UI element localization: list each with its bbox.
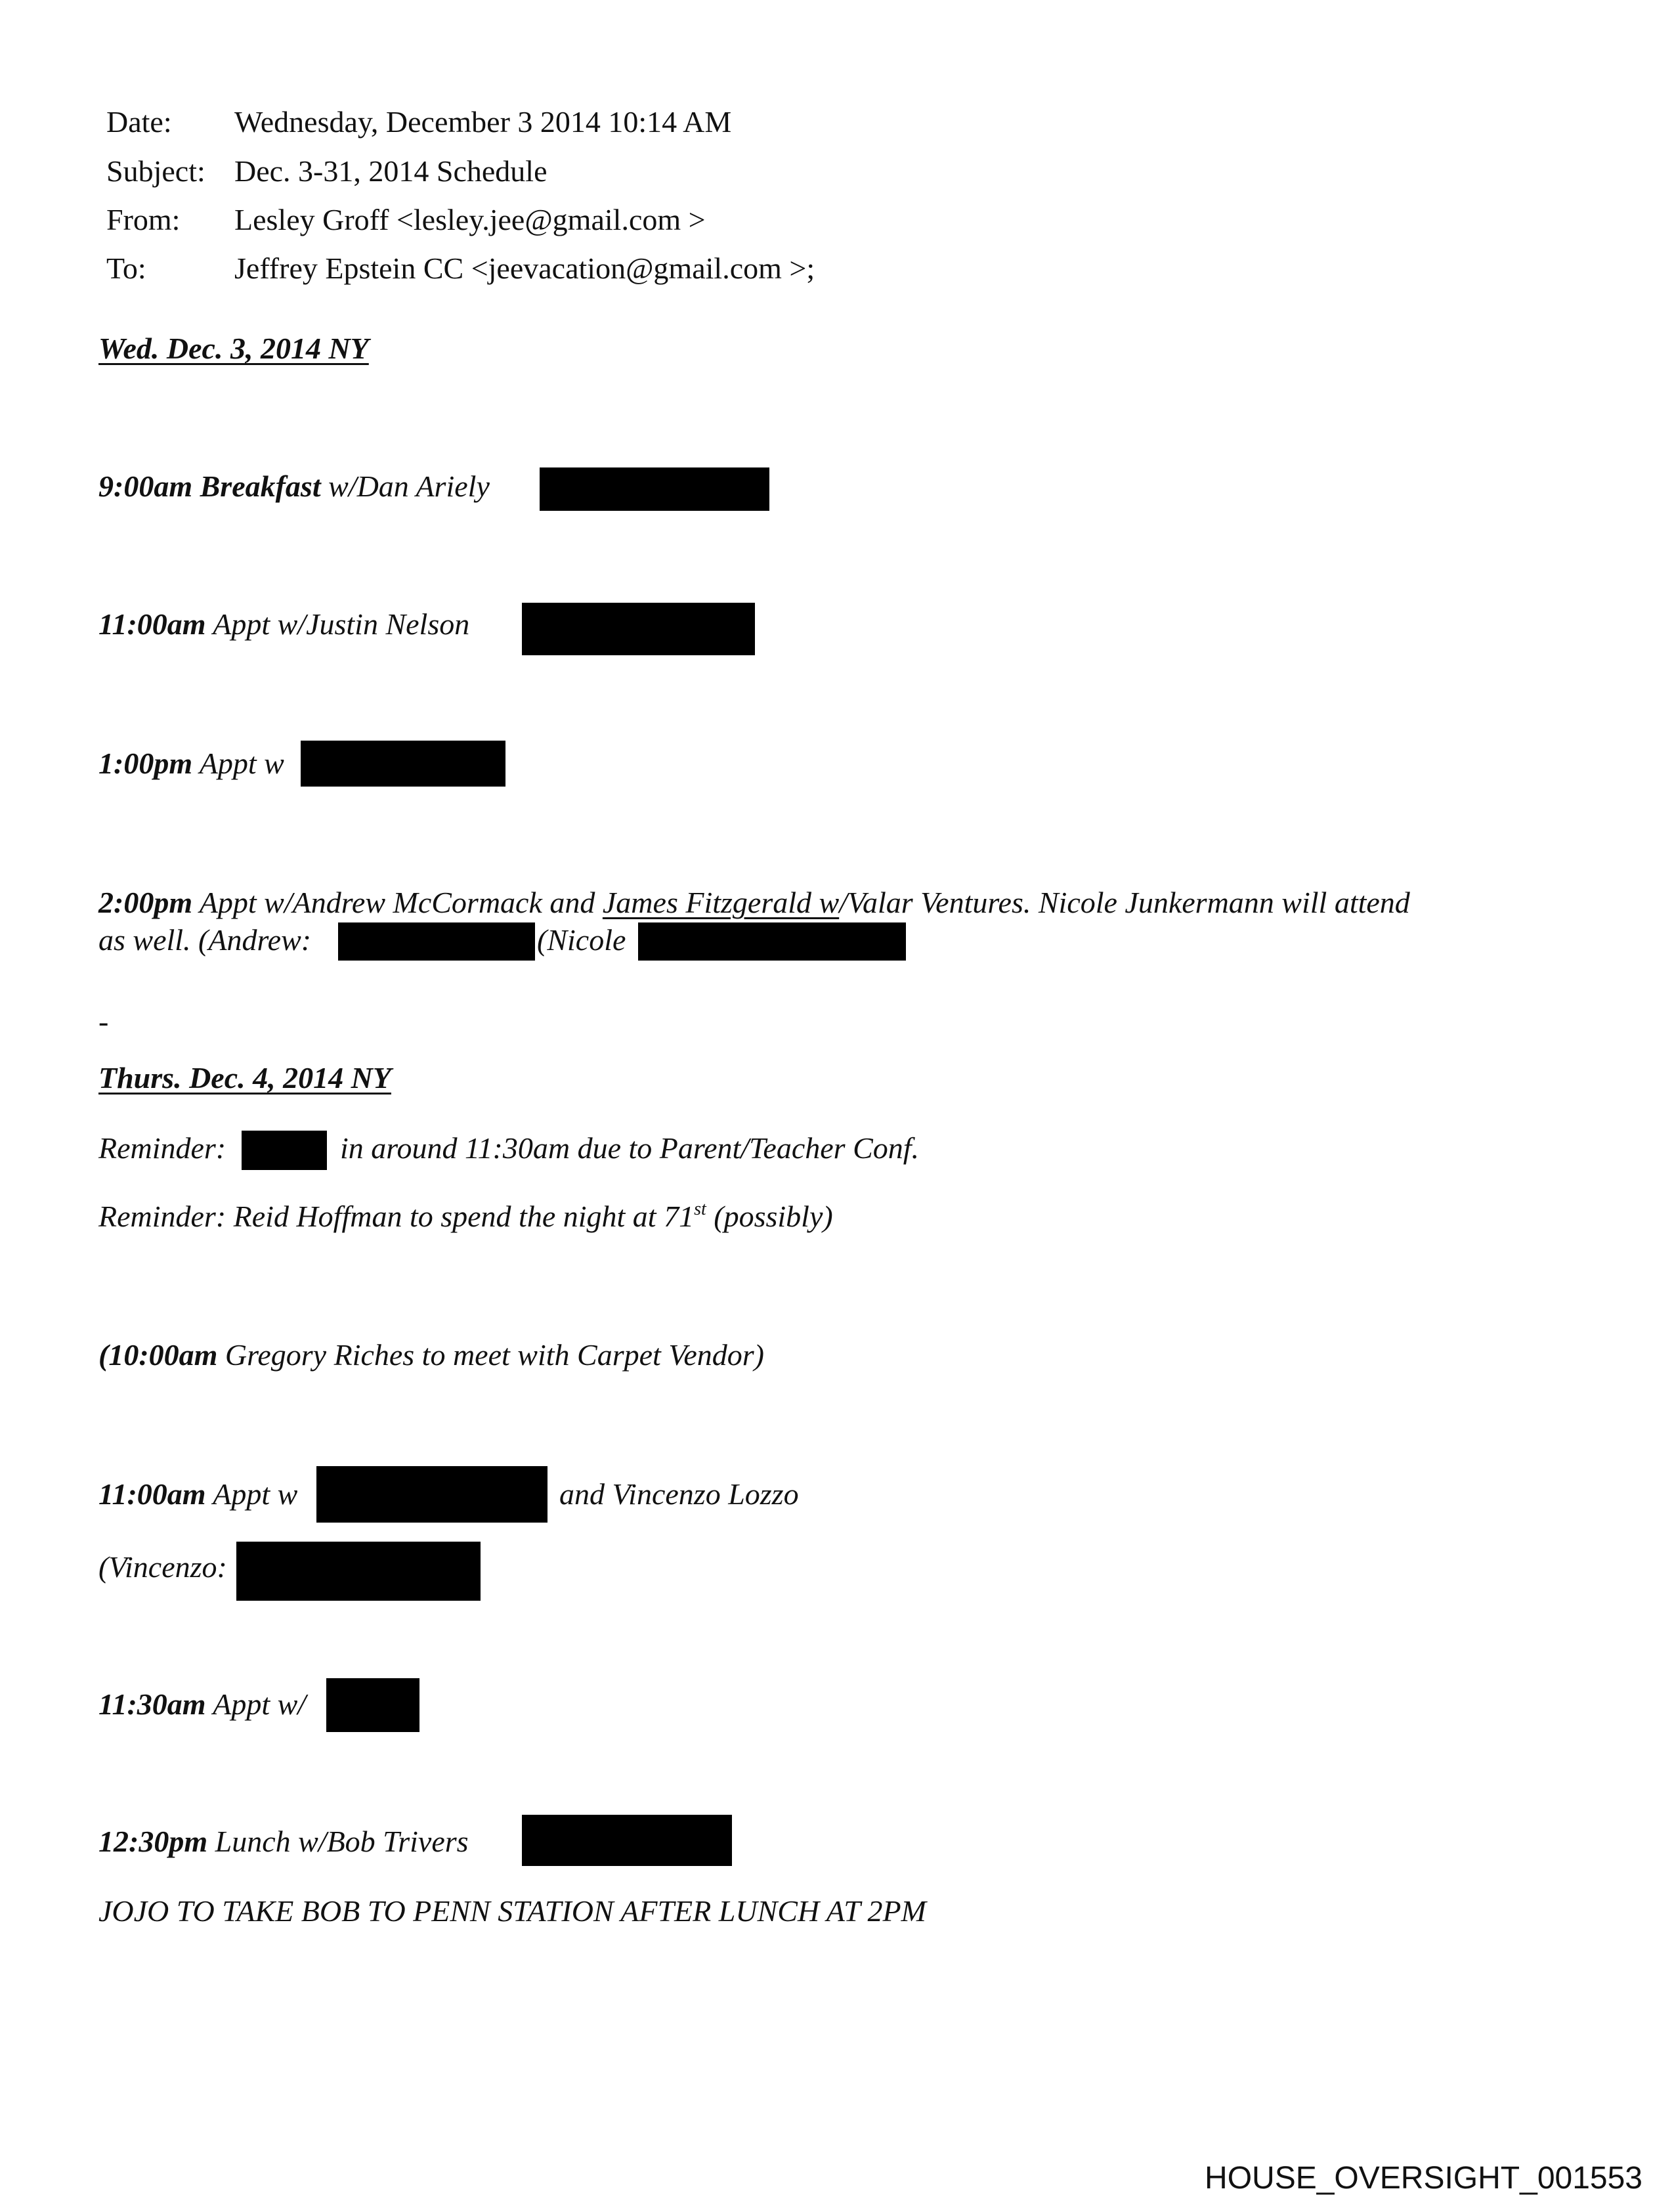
day2-reminder-2 (98, 1199, 833, 1233)
day2-item-11am (98, 1479, 297, 1509)
day2-item-lunch (98, 1827, 469, 1857)
redaction-block (522, 1815, 732, 1866)
header-to-value: Jeffrey Epstein CC <jeevacation@gmail.com >; (234, 251, 815, 285)
header-date-value: Wednesday, December 3 2014 10:14 AM (234, 105, 732, 139)
item-time: 11:00am (98, 607, 206, 641)
reminder-text-end: (possibly) (706, 1200, 833, 1233)
redaction-block (326, 1678, 419, 1732)
header-subject-label: Subject: (106, 154, 205, 188)
day1-item-justin-nelson (98, 609, 469, 640)
item-text: (Vincenzo: (98, 1550, 227, 1584)
bates-stamp: HOUSE_OVERSIGHT_001553 (1205, 2161, 1642, 2196)
day2-note: JOJO TO TAKE BOB TO PENN STATION AFTER LUNCH AT 2PM (98, 1894, 926, 1928)
item-time: 12:30pm (98, 1825, 208, 1858)
day2-item-vincenzo (98, 1552, 227, 1582)
reminder-text: Reminder: Reid Hoffman to spend the night at 71 (98, 1200, 695, 1233)
header-from-label: From: (106, 203, 181, 236)
item-text: /Valar Ventures. Nicole Junkermann will attend (839, 886, 1410, 919)
header-to-label: To: (106, 251, 146, 285)
item-time: 2:00pm (98, 886, 193, 919)
item-time: 11:30am (98, 1687, 206, 1721)
redaction-block (638, 922, 906, 961)
item-text: Lunch w/Bob Trivers (207, 1825, 469, 1858)
item-time: 9:00am (98, 469, 193, 503)
header-from-value: Lesley Groff <lesley.jee@gmail.com > (234, 203, 706, 236)
header-date-row (106, 107, 731, 137)
header-to-row (106, 253, 815, 284)
item-text: w/Dan Ariely (320, 469, 490, 503)
item-time: 1:00pm (98, 747, 193, 780)
item-text: Appt w/ (205, 1687, 307, 1721)
day2-reminder-1-text: in around 11:30am due to Parent/Teacher Conf. (340, 1131, 920, 1165)
item-text: Appt w/Andrew McCormack and (192, 886, 603, 919)
header-date-label: Date: (106, 105, 172, 139)
redaction-block (522, 603, 755, 655)
day2-item-1130am (98, 1689, 306, 1720)
item-text: as well. (Andrew: (98, 923, 312, 957)
day1-item-1pm (98, 748, 284, 779)
item-time: (10:00am (98, 1338, 218, 1372)
separator-dash: - (98, 1005, 109, 1038)
day2-heading: Thurs. Dec. 4, 2014 NY (98, 1061, 391, 1095)
item-text: Appt w (192, 747, 284, 780)
redaction-block (236, 1542, 481, 1601)
reminder-label: Reminder: (98, 1131, 226, 1165)
item-text: Gregory Riches to meet with Carpet Vendor) (217, 1338, 764, 1372)
item-text-underlined: James Fitzgerald w (602, 886, 840, 919)
day2-reminder-1 (98, 1133, 226, 1163)
header-subject-value: Dec. 3-31, 2014 Schedule (234, 154, 547, 188)
reminder-superscript: st (694, 1199, 706, 1219)
item-text: Appt w (205, 1477, 298, 1511)
day1-heading: Wed. Dec. 3, 2014 NY (98, 332, 369, 365)
redaction-block (540, 467, 769, 511)
day1-item-2pm-continued (98, 925, 311, 955)
redaction-block (242, 1131, 327, 1170)
day1-item-2pm-nicole (537, 925, 626, 955)
item-bold-word: Breakfast (192, 469, 321, 503)
header-from-row (106, 205, 706, 235)
day2-item-10am (98, 1340, 764, 1370)
day2-item-11am-after: and Vincenzo Lozzo (559, 1477, 799, 1511)
header-subject-row (106, 156, 547, 186)
day1-item-2pm (98, 888, 1410, 918)
item-text: Appt w/Justin Nelson (205, 607, 470, 641)
item-text: (Nicole (537, 923, 626, 957)
redaction-block (338, 922, 535, 961)
redaction-block (316, 1466, 547, 1523)
day1-item-breakfast (98, 471, 490, 502)
item-time: 11:00am (98, 1477, 206, 1511)
redaction-block (301, 741, 505, 787)
